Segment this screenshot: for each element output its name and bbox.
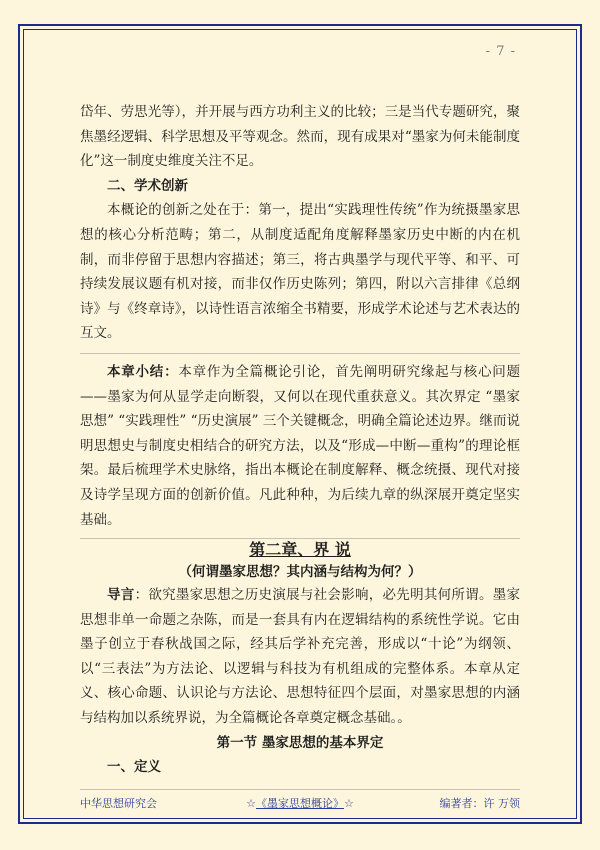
footer-author: 编著者：许 万领 (439, 797, 520, 810)
footer-divider (80, 789, 520, 790)
chapter-title (80, 539, 520, 561)
footer-organization: 中华思想研究会 (80, 797, 157, 810)
summary-label: 本章小结： (107, 363, 179, 380)
heading-definition: 一、定义 (107, 758, 161, 775)
footer-book-title-text: 《墨家思想概论》 (256, 797, 344, 810)
page-content (80, 100, 520, 779)
page-number: - 7 - (485, 44, 516, 59)
summary-text: 本章作为全篇概论引论，首先阐明研究缘起与核心问题——墨家为何从显学走向断裂，又何以在现代重获意义。其次界定 “墨家思想” “实践理性” “历史演展” 三个关键概念，明确全篇论述边界。继而说明思想史与制度史相结合的研究方法，以及“形成—中断—重构”的理论框架。最后梳理学术史脉络，指出本概论在制度解释、概念统摄、现代对接及诗学呈现方面的创新价值。凡此种种，为后续九章的纵深展开奠定坚实基础。 (80, 363, 521, 528)
chapter-summary-box (80, 353, 520, 539)
chapter-intro (80, 583, 520, 731)
chapter-title-text: 第二章、界 说 (249, 540, 351, 560)
intro-text: ：欲究墨家思想之历史演展与社会影响，必先明其何所谓。墨家思想非单一命题之杂陈，而是一套具有内在逻辑结构的系统性学说。它由墨子创立于春秋战国之际，经其后学补充完善，形成以“十论”为纲领、以“三表法”为方法论、以逻辑与科技为有机组成的完整体系。本章从定义、核心命题、认识论与方法论、思想特征四个层面，对墨家思想的内涵与结构加以系统界说，为全篇概论各章奠定概念基础。。 (80, 587, 521, 727)
heading-academic-innovation: 二、学术创新 (107, 177, 188, 194)
paragraph-literature-review: 岱年、劳思光等），并开展与西方功利主义的比较；三是当代专题研究，聚焦墨经逻辑、科学思想及平等观念。然而，现有成果对“墨家为何未能制度化”这一制度史维度关注不足。 (80, 104, 520, 170)
paragraph-innovation: 本概论的创新之处在于：第一，提出“实践理性传统”作为统摄墨家思想的核心分析范畴；第二，从制度适配角度解释墨家历史中断的内在机制，而非停留于思想内容描述；第三，将古典墨学与现代平等、和平、可持续发展议题有机对接，而非仅作历史陈列；第四，附以六言排律《总纲诗》与《终章诗》，以诗性语言浓缩全书精要，形成学术论述与艺术表达的互文。 (80, 202, 520, 342)
section-title: 第一节 墨家思想的基本界定 (216, 734, 384, 751)
star-icon: ☆ (246, 797, 256, 810)
intro-label: 导言 (107, 587, 135, 604)
chapter-summary (80, 360, 520, 532)
star-icon: ☆ (344, 797, 354, 810)
chapter-subtitle: （何谓墨家思想？其内涵与结构为何？） (178, 564, 422, 581)
